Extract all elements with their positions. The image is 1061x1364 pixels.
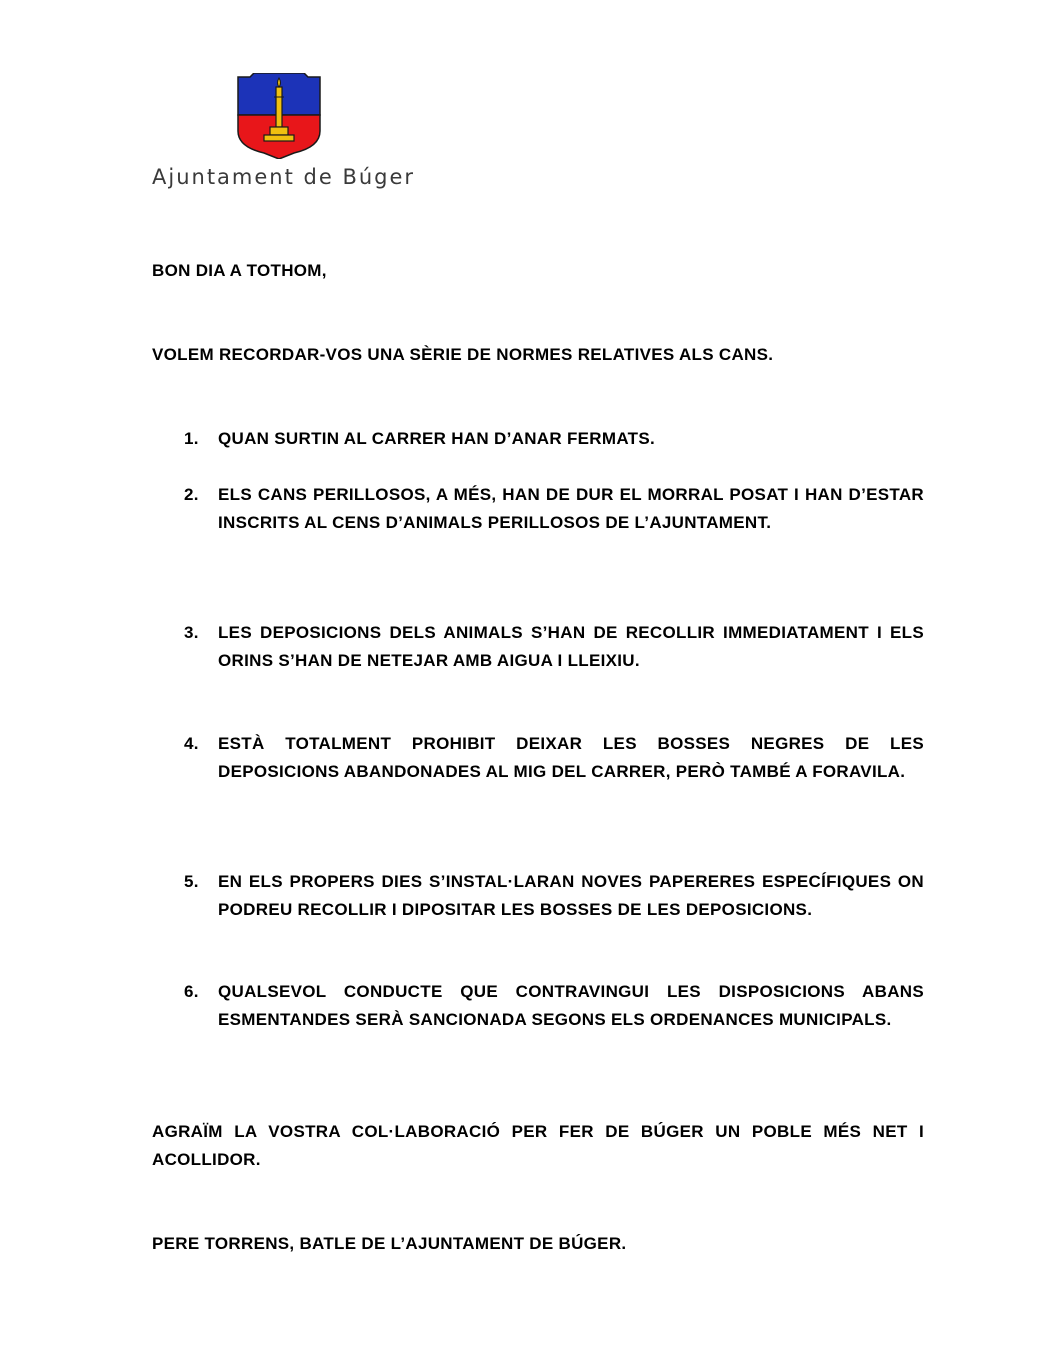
coat-of-arms-icon	[234, 73, 324, 159]
rule-number: 5.	[184, 872, 199, 891]
rule-number: 6.	[184, 982, 199, 1001]
rule-item	[152, 619, 924, 674]
municipal-logo	[150, 70, 416, 195]
rule-text: QUAN SURTIN AL CARRER HAN D’ANAR FERMATS.	[218, 429, 655, 448]
rule-item	[152, 730, 924, 785]
rule-number: 1.	[184, 429, 199, 448]
intro-paragraph: VOLEM RECORDAR-VOS UNA SÈRIE DE NORMES RELATIVES ALS CANS.	[152, 345, 774, 364]
organization-name: Ajuntament de Búger	[152, 165, 416, 189]
rule-item	[152, 868, 924, 923]
rule-text: QUALSEVOL CONDUCTE QUE CONTRAVINGUI LES DISPOSICIONS ABANS ESMENTANDES SERÀ SANCIONADA SEGONS ELS ORDENANCES MUNICIPALS.	[218, 982, 924, 1029]
rule-item	[152, 425, 924, 453]
rule-text: EN ELS PROPERS DIES S’INSTAL·LARAN NOVES PAPERERES ESPECÍFIQUES ON PODREU RECOLLIR I DIPOSITAR LES BOSSES DE LES DEPOSICIONS.	[218, 872, 924, 919]
rule-text: ELS CANS PERILLOSOS, A MÉS, HAN DE DUR EL MORRAL POSAT I HAN D’ESTAR INSCRITS AL CENS D’ANIMALS PERILLOSOS DE L’AJUNTAMENT.	[218, 485, 924, 532]
rule-text: LES DEPOSICIONS DELS ANIMALS S’HAN DE RECOLLIR IMMEDIATAMENT I ELS ORINS S’HAN DE NETEJAR AMB AIGUA I LLEIXIU.	[218, 623, 924, 670]
rule-item	[152, 481, 924, 536]
greeting: BON DIA A TOTHOM,	[152, 261, 327, 280]
rule-number: 2.	[184, 485, 199, 504]
signature: PERE TORRENS, BATLE DE L’AJUNTAMENT DE BÚGER.	[152, 1234, 627, 1253]
closing-paragraph: AGRAÏM LA VOSTRA COL·LABORACIÓ PER FER DE BÚGER UN POBLE MÉS NET I ACOLLIDOR.	[152, 1122, 924, 1169]
rule-number: 4.	[184, 734, 199, 753]
rule-text: ESTÀ TOTALMENT PROHIBIT DEIXAR LES BOSSES NEGRES DE LES DEPOSICIONS ABANDONADES AL MIG DEL CARRER, PERÒ TAMBÉ A FORAVILA.	[218, 734, 924, 781]
rule-number: 3.	[184, 623, 199, 642]
rule-item	[152, 978, 924, 1033]
